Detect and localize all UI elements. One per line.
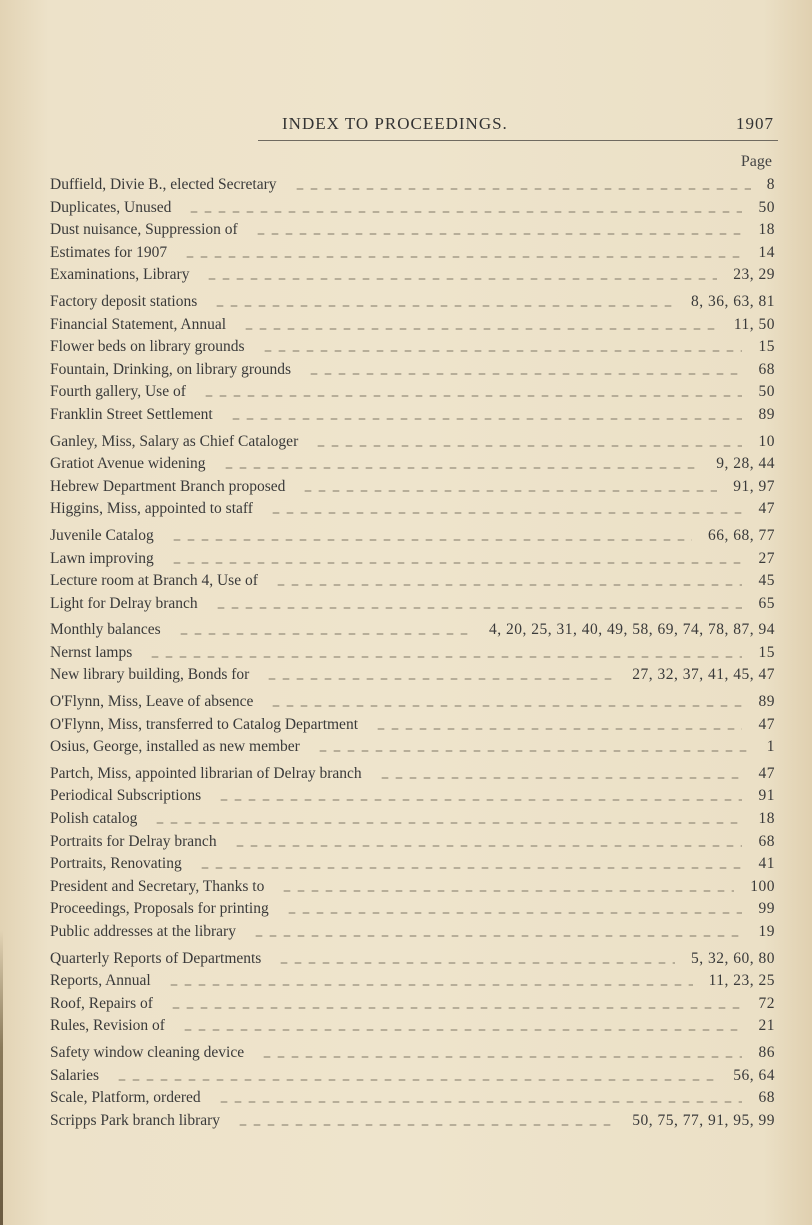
entry-pages: 91 [758,787,775,805]
dot-leader [265,678,616,680]
entry-label: Duffield, Divie B., elected Secretary [50,176,277,193]
page-year: 1907 [736,114,774,133]
index-entry [50,898,775,921]
dot-leader [236,1124,616,1126]
index-entry [50,785,775,808]
dot-leader [280,890,734,892]
index-entry [50,948,775,971]
entry-pages: 100 [750,877,775,895]
index-entry [50,1087,775,1110]
dot-leader [170,539,692,541]
entry-label: Scale, Platform, ordered [50,1089,201,1107]
entry-pages: 23, 29 [733,266,775,284]
index-entry [50,498,775,521]
index-entry [50,1042,775,1065]
dot-leader [229,418,742,420]
entry-label: Juvenile Catalog [50,526,154,544]
index-entries [50,174,775,1132]
entry-pages: 89 [758,405,775,423]
index-entry [50,381,775,404]
entry-pages: 86 [758,1043,775,1061]
dot-leader [274,584,742,586]
entry-label: Portraits, Renovating [50,855,182,873]
entry-pages: 14 [758,243,775,261]
entry-pages: 66, 68, 77 [708,526,775,544]
entry-label: Financial Statement, Annual [50,315,227,333]
dot-leader [170,562,742,564]
page-edge-shadow [0,930,3,1225]
entry-label: Higgins, Miss, appointed to staff [50,500,253,518]
running-header [50,114,778,138]
dot-leader [242,328,718,330]
entry-label: Fourth gallery, Use of [50,383,186,401]
entry-pages: 4, 20, 25, 31, 40, 49, 58, 69, 74, 78, 87, 94 [489,621,775,639]
entry-pages: 68 [758,360,775,378]
index-entry [50,763,775,786]
dot-leader [217,799,742,801]
entry-label: Ganley, Miss, Salary as Chief Cataloger [50,432,299,450]
entry-label: Osius, George, installed as new member [50,738,300,756]
entry-label: Gratiot Avenue widening [50,455,206,473]
entry-label: Lawn improving [50,549,154,567]
entry-label: Periodical Subscriptions [50,787,202,805]
dot-leader [252,935,742,937]
dot-leader [285,912,742,914]
page-title: INDEX TO PROCEEDINGS. [282,114,508,133]
entry-pages: 19 [758,923,775,940]
dot-leader [167,984,693,986]
entry-label: Light for Delray branch [50,594,198,612]
entry-label: Safety window cleaning device [50,1043,245,1061]
index-entry [50,808,775,831]
dot-leader [202,395,742,397]
index-entry [50,264,775,287]
entry-label: Rules, Revision of [50,1017,165,1035]
dot-leader [277,962,675,964]
entry-pages: 91, 97 [733,477,775,495]
index-entry [50,359,775,382]
index-entry [50,291,775,314]
index-entry [50,219,775,242]
entry-label: Lecture room at Branch 4, Use of [50,572,258,590]
dot-leader [316,750,751,752]
entry-pages: 11, 23, 25 [708,972,775,990]
entry-pages: 15 [758,643,775,661]
dot-leader [169,1007,742,1009]
index-entry [50,404,775,427]
page-column-label: Page [740,153,772,170]
entry-pages: 68 [758,832,775,850]
entry-pages: 15 [758,338,775,356]
dot-leader [181,1029,742,1031]
dot-leader [260,1056,742,1058]
entry-label: Polish catalog [50,810,138,828]
index-entry [50,1015,775,1038]
index-entry [50,691,775,714]
entry-label: Scripps Park branch library [50,1111,221,1129]
dot-leader [233,845,742,847]
entry-pages: 5, 32, 60, 80 [691,949,775,967]
entry-label: New library building, Bonds for [50,666,250,684]
index-entry [50,593,775,616]
index-entry [50,970,775,993]
index-entry [50,831,775,854]
dot-leader [153,822,742,824]
entry-pages: 89 [758,693,775,711]
index-entry [50,664,775,687]
dot-leader [374,728,742,730]
dot-leader [378,777,742,779]
index-entry [50,1065,775,1088]
dot-leader [293,188,751,190]
dot-leader [198,867,742,869]
entry-pages: 10 [758,432,775,450]
index-entry [50,197,775,220]
entry-label: Proceedings, Proposals for printing [50,900,269,918]
index-entry [50,525,775,548]
index-entry [50,1110,775,1133]
entry-pages: 50, 75, 77, 91, 95, 99 [632,1111,775,1129]
entry-label: Fountain, Drinking, on library grounds [50,360,292,378]
index-entry [50,642,775,665]
entry-label: Nernst lamps [50,643,133,661]
entry-pages: 65 [758,594,775,612]
index-entry [50,714,775,737]
entry-label: Flower beds on library grounds [50,338,245,356]
entry-label: Factory deposit stations [50,292,198,310]
entry-label: Partch, Miss, appointed librarian of Delray branch [50,764,362,782]
entry-label: Monthly balances [50,621,161,639]
entry-pages: 18 [758,810,775,828]
index-entry [50,476,775,499]
entry-pages: 47 [758,764,775,782]
entry-pages: 8 [766,176,775,193]
dot-leader [177,633,473,635]
entry-label: Quarterly Reports of Departments [50,949,262,967]
entry-pages: 27, 32, 37, 41, 45, 47 [632,666,775,684]
dot-leader [269,512,742,514]
dot-leader [115,1079,717,1081]
entry-pages: 45 [758,572,775,590]
dot-leader [217,1101,742,1103]
entry-pages: 8, 36, 63, 81 [691,292,775,310]
dot-leader [148,656,742,658]
entry-pages: 41 [758,855,775,873]
entry-pages: 1 [766,738,775,756]
index-entry [50,453,775,476]
entry-pages: 21 [758,1017,775,1035]
index-entry [50,548,775,571]
dot-leader [183,256,742,258]
entry-pages: 11, 50 [733,315,775,333]
index-entry [50,853,775,876]
dot-leader [261,350,742,352]
entry-label: Salaries [50,1066,100,1084]
dot-leader [254,233,742,235]
dot-leader [213,305,675,307]
entry-pages: 68 [758,1089,775,1107]
entry-pages: 72 [758,994,775,1012]
dot-leader [301,490,717,492]
entry-label: Roof, Repairs of [50,994,153,1012]
entry-label: Public addresses at the library [50,923,236,940]
dot-leader [214,607,742,609]
index-entry [50,876,775,899]
index-entry [50,619,775,642]
entry-pages: 9, 28, 44 [716,455,775,473]
entry-label: Portraits for Delray branch [50,832,217,850]
entry-label: President and Secretary, Thanks to [50,877,265,895]
index-entry [50,314,775,337]
entry-label: Estimates for 1907 [50,243,168,261]
entry-pages: 50 [758,383,775,401]
dot-leader [314,445,742,447]
entry-pages: 18 [758,221,775,239]
entry-label: O'Flynn, Miss, Leave of absence [50,693,254,711]
index-entry [50,336,775,359]
entry-pages: 27 [758,549,775,567]
entry-label: Franklin Street Settlement [50,405,213,423]
dot-leader [307,373,742,375]
entry-label: Reports, Annual [50,972,151,990]
index-entry [50,993,775,1016]
entry-label: Examinations, Library [50,266,190,284]
dot-leader [269,705,742,707]
dot-leader [187,211,742,213]
entry-pages: 99 [758,900,775,918]
index-entry [50,431,775,454]
entry-pages: 56, 64 [733,1066,775,1084]
index-entry [50,570,775,593]
index-entry [50,242,775,265]
entry-pages: 47 [758,500,775,518]
header-rule [258,140,778,141]
entry-label: Duplicates, Unused [50,198,172,216]
entry-pages: 47 [758,715,775,733]
entry-label: O'Flynn, Miss, transferred to Catalog Department [50,715,358,733]
index-entry [50,736,775,759]
entry-label: Dust nuisance, Suppression of [50,221,238,239]
entry-pages: 50 [758,198,775,216]
index-entry [50,174,775,197]
dot-leader [205,278,717,280]
entry-label: Hebrew Department Branch proposed [50,477,286,495]
dot-leader [222,467,700,469]
index-entry [50,921,775,944]
